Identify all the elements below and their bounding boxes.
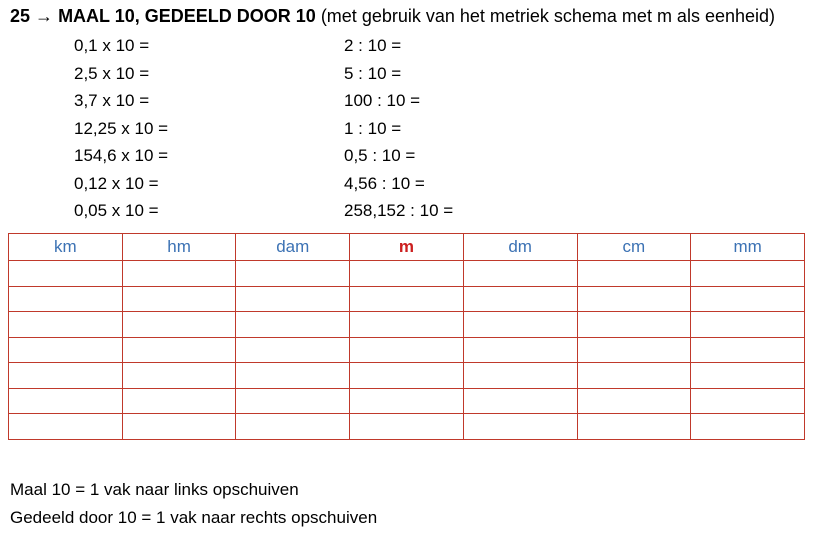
unit-header-cm: cm — [577, 234, 691, 261]
table-cell[interactable] — [350, 312, 464, 338]
unit-header-m: m — [350, 234, 464, 261]
table-cell[interactable] — [9, 261, 123, 287]
table-cell[interactable] — [350, 388, 464, 414]
divide-exercises — [344, 32, 453, 225]
exercise-item: 0,1 x 10 = — [74, 36, 150, 55]
table-cell[interactable] — [236, 312, 350, 338]
table-cell[interactable] — [9, 286, 123, 312]
table-cell[interactable] — [350, 414, 464, 440]
table-cell[interactable] — [463, 388, 577, 414]
exercise-subtitle: (met gebruik van het metriek schema met m als eenheid) — [320, 6, 776, 26]
unit-header-dm: dm — [463, 234, 577, 261]
table-cell[interactable] — [350, 337, 464, 363]
table-cell[interactable] — [9, 312, 123, 338]
table-cell[interactable] — [122, 337, 236, 363]
rule-multiply: Maal 10 = 1 vak naar links opschuiven — [10, 480, 299, 499]
exercise-item: 0,12 x 10 = — [74, 173, 159, 193]
table-cell[interactable] — [122, 388, 236, 414]
table-cell[interactable] — [577, 388, 691, 414]
table-row — [9, 414, 805, 440]
unit-header-hm: hm — [122, 234, 236, 261]
table-cell[interactable] — [122, 312, 236, 338]
table-cell[interactable] — [577, 286, 691, 312]
table-cell[interactable] — [691, 312, 805, 338]
exercise-item: 100 : 10 = — [344, 91, 421, 110]
table-cell[interactable] — [577, 337, 691, 363]
table-row — [9, 337, 805, 363]
table-row — [9, 388, 805, 414]
rules-notes — [10, 476, 377, 532]
exercise-item: 0,5 : 10 = — [344, 146, 416, 165]
table-cell[interactable] — [463, 363, 577, 389]
table-cell[interactable] — [463, 261, 577, 287]
metric-header-row — [9, 234, 805, 261]
exercise-title — [10, 5, 775, 27]
table-cell[interactable] — [350, 286, 464, 312]
table-cell[interactable] — [236, 414, 350, 440]
table-cell[interactable] — [577, 363, 691, 389]
table-cell[interactable] — [236, 337, 350, 363]
exercise-item: 154,6 x 10 = — [74, 146, 169, 165]
table-cell[interactable] — [122, 286, 236, 312]
metric-table-body — [9, 261, 805, 440]
table-cell[interactable] — [350, 261, 464, 287]
table-cell[interactable] — [463, 312, 577, 338]
table-cell[interactable] — [691, 388, 805, 414]
table-cell[interactable] — [9, 388, 123, 414]
multiply-exercises — [74, 32, 168, 225]
unit-header-dam: dam — [236, 234, 350, 261]
table-cell[interactable] — [350, 363, 464, 389]
exercise-number: 25 — [10, 6, 31, 26]
unit-header-km: km — [9, 234, 123, 261]
rule-divide: Gedeeld door 10 = 1 vak naar rechts opschuiven — [10, 508, 378, 527]
table-cell[interactable] — [577, 414, 691, 440]
table-cell[interactable] — [463, 337, 577, 363]
exercise-item: 1 : 10 = — [344, 118, 402, 138]
exercise-item: 4,56 : 10 = — [344, 173, 425, 193]
table-cell[interactable] — [577, 312, 691, 338]
table-cell[interactable] — [691, 414, 805, 440]
table-cell[interactable] — [691, 261, 805, 287]
table-cell[interactable] — [236, 363, 350, 389]
unit-header-mm: mm — [691, 234, 805, 261]
exercise-item: 2,5 x 10 = — [74, 63, 150, 83]
exercise-heading: MAAL 10, GEDEELD DOOR 10 — [58, 6, 316, 26]
exercise-item: 12,25 x 10 = — [74, 118, 169, 138]
table-row — [9, 286, 805, 312]
arrow-icon: → — [35, 6, 54, 26]
exercise-item: 0,05 x 10 = — [74, 201, 159, 220]
table-cell[interactable] — [122, 363, 236, 389]
table-cell[interactable] — [122, 414, 236, 440]
table-row — [9, 261, 805, 287]
table-cell[interactable] — [691, 337, 805, 363]
table-cell[interactable] — [236, 261, 350, 287]
table-cell[interactable] — [9, 414, 123, 440]
table-cell[interactable] — [463, 286, 577, 312]
table-cell[interactable] — [577, 261, 691, 287]
exercise-item: 3,7 x 10 = — [74, 91, 150, 110]
exercise-item: 258,152 : 10 = — [344, 201, 454, 220]
table-row — [9, 312, 805, 338]
table-cell[interactable] — [463, 414, 577, 440]
exercise-item: 5 : 10 = — [344, 63, 402, 83]
table-cell[interactable] — [9, 337, 123, 363]
exercise-item: 2 : 10 = — [344, 36, 402, 55]
table-cell[interactable] — [236, 286, 350, 312]
table-cell[interactable] — [122, 261, 236, 287]
table-cell[interactable] — [691, 363, 805, 389]
metric-table — [8, 233, 805, 440]
table-cell[interactable] — [691, 286, 805, 312]
table-cell[interactable] — [236, 388, 350, 414]
table-cell[interactable] — [9, 363, 123, 389]
table-row — [9, 363, 805, 389]
